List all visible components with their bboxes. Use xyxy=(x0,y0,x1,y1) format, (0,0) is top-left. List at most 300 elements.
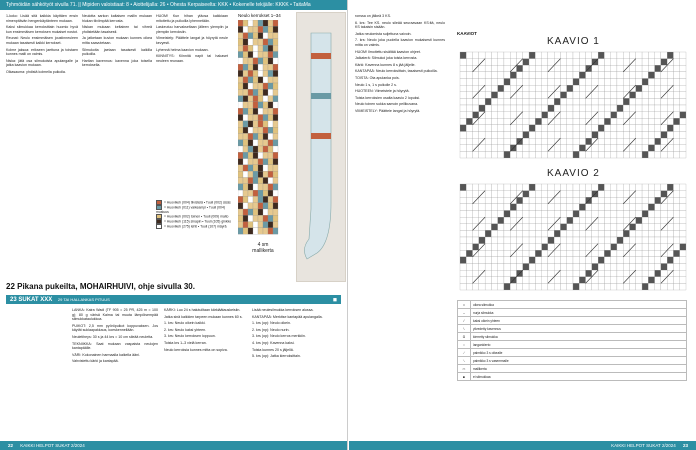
chart-cell xyxy=(642,151,648,158)
chart-cell xyxy=(655,224,661,231)
chart-cell xyxy=(560,197,566,204)
chart-cell xyxy=(630,79,636,86)
chart-cell xyxy=(263,159,268,165)
chart-cell xyxy=(554,65,560,72)
chart-cell xyxy=(535,151,541,158)
chart-cell xyxy=(673,217,679,224)
table-row xyxy=(458,317,687,325)
chart-cell xyxy=(655,191,661,198)
chart-cell xyxy=(498,237,504,244)
chart-cell xyxy=(617,151,623,158)
chart-cell xyxy=(642,217,648,224)
chart-cell xyxy=(642,72,648,79)
chart-cell xyxy=(661,59,667,66)
chart-cell xyxy=(248,77,253,83)
chart-cell xyxy=(604,132,610,139)
chart-cell xyxy=(473,244,479,251)
chart-cell xyxy=(479,224,485,231)
chart-cell xyxy=(258,228,263,234)
chart-cell xyxy=(523,118,529,125)
chart-cell xyxy=(498,112,504,119)
chart-cell xyxy=(579,105,585,112)
chart-cell xyxy=(586,79,592,86)
chart-cell xyxy=(542,211,548,218)
paragraph: Niskan mukaan keltainen tai vihreä yhdistetään tasaisesti. xyxy=(82,25,152,34)
chart-cell xyxy=(655,59,661,66)
chart-cell xyxy=(592,92,598,99)
chart-cell xyxy=(579,72,585,79)
paragraph: TEKNIIKKA: Saat mukaan vaspaista neulojen kantapäälle. xyxy=(72,341,158,351)
chart-cell xyxy=(642,197,648,204)
chart-cell xyxy=(491,59,497,66)
chart-cell xyxy=(466,224,472,231)
chart-cell xyxy=(238,39,243,45)
chart-cell xyxy=(473,125,479,132)
chart-cell xyxy=(554,118,560,125)
chart-cell xyxy=(460,184,466,191)
chart-cell xyxy=(586,283,592,290)
chart-cell xyxy=(554,224,560,231)
chart-cell xyxy=(579,52,585,59)
chart-cell xyxy=(642,79,648,86)
chart-cell xyxy=(636,204,642,211)
chart-cell xyxy=(548,85,554,92)
chart-cell xyxy=(253,45,258,51)
chart-cell xyxy=(460,250,466,257)
chart-cell xyxy=(573,105,579,112)
chart-cell xyxy=(642,52,648,59)
chart-cell xyxy=(648,52,654,59)
chart-cell xyxy=(535,217,541,224)
chart-cell xyxy=(673,79,679,86)
symbol-label: kaksi oikein yhteen xyxy=(471,317,687,325)
chart-cell xyxy=(238,152,243,158)
chart-cell xyxy=(491,250,497,257)
chart-cell xyxy=(504,72,510,79)
chart-cell xyxy=(667,204,673,211)
chart-cell xyxy=(510,138,516,145)
chart-cell xyxy=(238,108,243,114)
chart-cell xyxy=(466,112,472,119)
paragraph: 4. krs (np): Kavenna kaksi. xyxy=(252,340,295,345)
chart-cell xyxy=(253,39,258,45)
chart-cell xyxy=(642,244,648,251)
chart-cell xyxy=(268,89,273,95)
chart-cell xyxy=(636,191,642,198)
chart-cell xyxy=(263,52,268,58)
chart-cell xyxy=(680,151,686,158)
chart-cell xyxy=(273,159,278,165)
chart-cell xyxy=(567,211,573,218)
chart-cell xyxy=(573,204,579,211)
chart-cell xyxy=(273,146,278,152)
chart-repeat-label: 4 sm mallikerta xyxy=(252,242,274,254)
chart-cell xyxy=(630,230,636,237)
symbol-cell: ○ xyxy=(458,341,471,349)
chart-cell xyxy=(268,184,273,190)
chart-cell xyxy=(560,65,566,72)
chart-cell xyxy=(567,105,573,112)
chart-cell xyxy=(617,217,623,224)
chart-cell xyxy=(273,209,278,215)
chart-cell xyxy=(560,270,566,277)
chart-cell xyxy=(630,237,636,244)
chart-cell xyxy=(604,125,610,132)
chart-cell xyxy=(466,283,472,290)
chart-cell xyxy=(263,83,268,89)
chart-cell xyxy=(466,132,472,139)
chart-cell xyxy=(554,72,560,79)
chart-cell xyxy=(491,72,497,79)
chart-cell xyxy=(617,72,623,79)
chart-cell xyxy=(268,70,273,76)
chart-cell xyxy=(273,196,278,202)
chart-cell xyxy=(248,64,253,70)
chart-cell xyxy=(273,77,278,83)
chart-cell xyxy=(466,65,472,72)
chart-cell xyxy=(504,105,510,112)
chart-cell xyxy=(268,58,273,64)
chart-cell xyxy=(466,211,472,218)
chart-cell xyxy=(466,264,472,271)
paragraph: TOISTA: Ota apulanka pois. xyxy=(355,75,400,80)
chart-cell xyxy=(630,98,636,105)
chart-cell xyxy=(579,191,585,198)
chart-cell xyxy=(517,230,523,237)
chart-cell xyxy=(611,105,617,112)
chart-cell xyxy=(491,65,497,72)
chart-cell xyxy=(460,112,466,119)
chart-cell xyxy=(586,244,592,251)
chart-cell xyxy=(485,257,491,264)
chart-cell xyxy=(667,105,673,112)
chart-cell xyxy=(567,72,573,79)
chart-cell xyxy=(648,184,654,191)
chart-cell xyxy=(560,277,566,284)
chart-cell xyxy=(253,146,258,152)
chart-cell xyxy=(680,132,686,139)
chart-cell xyxy=(560,79,566,86)
chart-cell xyxy=(667,237,673,244)
chart-cell xyxy=(648,257,654,264)
chart-cell xyxy=(604,250,610,257)
chart-cell xyxy=(491,264,497,271)
chart-cell xyxy=(523,92,529,99)
chart-cell xyxy=(466,72,472,79)
chart-cell xyxy=(504,204,510,211)
chart-cell xyxy=(560,151,566,158)
chart-cell xyxy=(648,211,654,218)
chart-cell xyxy=(623,230,629,237)
chart-cell xyxy=(623,98,629,105)
chart-cell xyxy=(529,191,535,198)
chart-cell xyxy=(243,146,248,152)
chart-cell xyxy=(460,145,466,152)
chart-cell xyxy=(529,112,535,119)
chart-cell xyxy=(655,85,661,92)
chart-cell xyxy=(491,98,497,105)
chart-cell xyxy=(617,105,623,112)
chart-cell xyxy=(504,244,510,251)
symbol-label: ylivedetty kavennus xyxy=(471,325,687,333)
chart-cell xyxy=(243,190,248,196)
chart-cell xyxy=(623,132,629,139)
chart-cell xyxy=(611,237,617,244)
chart-cell xyxy=(258,209,263,215)
chart-cell xyxy=(548,244,554,251)
symbol-cell: / xyxy=(458,317,471,325)
chart-cell xyxy=(485,250,491,257)
chart-cell xyxy=(473,85,479,92)
chart-cell xyxy=(560,211,566,218)
chart-cell xyxy=(460,52,466,59)
chart-cell xyxy=(648,118,654,125)
chart-cell xyxy=(642,230,648,237)
chart-cell xyxy=(623,257,629,264)
paragraph: Toista krs 1–3 vielä kerran. xyxy=(164,340,207,345)
chart-cell xyxy=(517,264,523,271)
colorwork-chart xyxy=(238,20,286,240)
chart-cell xyxy=(248,190,253,196)
chart-cell xyxy=(567,217,573,224)
chart-cell xyxy=(598,125,604,132)
chart-cell xyxy=(273,89,278,95)
paragraph: Jalkaterä: Silmukoi joka toista kerrosta. xyxy=(355,56,418,61)
chart-cell xyxy=(466,92,472,99)
chart-cell xyxy=(617,65,623,72)
chart-cell xyxy=(592,65,598,72)
chart-cell xyxy=(579,197,585,204)
chart-cell xyxy=(673,132,679,139)
chart-cell xyxy=(630,105,636,112)
chart-cell xyxy=(523,85,529,92)
chart-cell xyxy=(642,105,648,112)
chart-cell xyxy=(542,118,548,125)
chart-cell xyxy=(498,125,504,132)
chart-cell xyxy=(598,197,604,204)
chart-cell xyxy=(466,59,472,66)
chart-cell xyxy=(586,204,592,211)
chart-cell xyxy=(667,283,673,290)
chart-cell xyxy=(479,184,485,191)
chart-cell xyxy=(263,39,268,45)
chart-cell xyxy=(273,39,278,45)
chart-cell xyxy=(642,277,648,284)
chart-cell xyxy=(504,224,510,231)
chart-cell xyxy=(248,171,253,177)
chart-cell xyxy=(554,98,560,105)
chart-cell xyxy=(648,151,654,158)
chart-cell xyxy=(248,222,253,228)
chart-cell xyxy=(491,52,497,59)
chart-cell xyxy=(473,204,479,211)
chart-cell xyxy=(636,257,642,264)
chart-cell xyxy=(623,184,629,191)
paragraph: Kaksi silmukkaa kerroksittain huomio hyvä kun ensimmäisen kerroksen mukaiset nostot. xyxy=(6,25,78,34)
chart-cell xyxy=(460,65,466,72)
chart-cell xyxy=(579,184,585,191)
chart-cell xyxy=(623,264,629,271)
chart-cell xyxy=(542,264,548,271)
color-legend xyxy=(156,200,234,229)
chart-cell xyxy=(473,257,479,264)
chart-cell xyxy=(642,132,648,139)
legend-item: = Huovikeh (011) vaikeampi • Tuuli (004) mustuus xyxy=(156,205,225,214)
chart-cell xyxy=(636,217,642,224)
chart-cell xyxy=(673,230,679,237)
chart-cell xyxy=(623,217,629,224)
chart-cell xyxy=(680,283,686,290)
chart-cell xyxy=(655,125,661,132)
chart-cell xyxy=(248,115,253,121)
chart-cell xyxy=(510,211,516,218)
chart-cell xyxy=(611,59,617,66)
chart-cell xyxy=(611,224,617,231)
chart-cell xyxy=(648,230,654,237)
paragraph: 1. krs (op): Neulo oikein. xyxy=(252,321,291,326)
chart-cell xyxy=(535,283,541,290)
chart-cell xyxy=(604,118,610,125)
chart-cell xyxy=(273,165,278,171)
chart-cell xyxy=(263,133,268,139)
chart-cell xyxy=(617,257,623,264)
chart-cell xyxy=(667,92,673,99)
table-row xyxy=(458,341,687,349)
chart-cell xyxy=(473,112,479,119)
chart-cell xyxy=(579,244,585,251)
chart-cell xyxy=(592,72,598,79)
chart-cell xyxy=(510,257,516,264)
chart-cell xyxy=(473,264,479,271)
chart-cell xyxy=(529,92,535,99)
symbol-label: palmikko 3 s vasemmalle xyxy=(471,357,687,365)
chart-cell xyxy=(517,92,523,99)
chart-cell xyxy=(238,127,243,133)
chart-cell xyxy=(611,250,617,257)
chart-cell xyxy=(479,277,485,284)
chart-cell xyxy=(548,59,554,66)
chart-cell xyxy=(586,125,592,132)
chart-cell xyxy=(680,184,686,191)
chart-cell xyxy=(268,20,273,26)
chart-cell xyxy=(498,270,504,277)
chart-cell xyxy=(542,72,548,79)
paragraph: Reunat: Neulo ensimmäisen joustinneuleen mukaan tasaisesti kaikki kerrokset. xyxy=(6,36,78,45)
chart-cell xyxy=(460,98,466,105)
chart-cell xyxy=(604,237,610,244)
chart-cell xyxy=(479,65,485,72)
chart-cell xyxy=(258,222,263,228)
chart-cell xyxy=(554,277,560,284)
paragraph: 3. krs: Neulo kerroksen loppuun. xyxy=(164,334,216,339)
chart-cell xyxy=(523,237,529,244)
chart-cell xyxy=(485,151,491,158)
chart-cell xyxy=(523,264,529,271)
chart-cell xyxy=(548,204,554,211)
chart-cell xyxy=(554,250,560,257)
chart-cell xyxy=(517,277,523,284)
chart-cell xyxy=(554,92,560,99)
chart-cell xyxy=(460,85,466,92)
footer xyxy=(0,441,347,450)
chart-cell xyxy=(504,92,510,99)
chart-cell xyxy=(243,127,248,133)
chart-cell xyxy=(542,105,548,112)
chart-cell xyxy=(611,264,617,271)
chart-cell xyxy=(579,283,585,290)
chart-cell xyxy=(529,151,535,158)
chart-cell xyxy=(485,237,491,244)
chart-cell xyxy=(579,224,585,231)
chart-cell xyxy=(598,145,604,152)
chart-cell xyxy=(263,33,268,39)
chart-cell xyxy=(529,224,535,231)
paragraph: 2. krs (np): Neulo nurin. xyxy=(252,327,290,332)
chart-cell xyxy=(630,211,636,218)
paragraph: Viimeistely: Päättele langat ja höyrytä neule kevyesti. xyxy=(156,36,228,45)
chart-cell xyxy=(491,283,497,290)
chart-cell xyxy=(617,283,623,290)
chart-cell xyxy=(485,244,491,251)
chart-cell xyxy=(636,264,642,271)
chart-cell xyxy=(680,204,686,211)
chart-cell xyxy=(567,132,573,139)
chart-cell xyxy=(491,244,497,251)
chart-cell xyxy=(243,184,248,190)
chart-cell xyxy=(617,59,623,66)
chart-cell xyxy=(542,112,548,119)
chart-cell xyxy=(667,79,673,86)
chart-cell xyxy=(542,59,548,66)
chart-cell xyxy=(667,250,673,257)
chart-cell xyxy=(268,52,273,58)
chart-cell xyxy=(238,70,243,76)
chart-cell xyxy=(517,132,523,139)
chart-cell xyxy=(466,145,472,152)
chart-cell xyxy=(567,257,573,264)
chart-cell xyxy=(510,79,516,86)
chart-cell xyxy=(592,204,598,211)
chart-cell xyxy=(680,264,686,271)
chart-cell xyxy=(268,209,273,215)
chart-cell xyxy=(623,191,629,198)
chart-cell xyxy=(460,264,466,271)
chart-cell xyxy=(504,270,510,277)
chart-cell xyxy=(243,70,248,76)
chart-cell xyxy=(248,45,253,51)
chart-cell xyxy=(243,58,248,64)
chart-cell xyxy=(498,211,504,218)
paragraph: Neulo kerroksia kunnes mitta on sopiva. xyxy=(164,347,228,352)
chart-cell xyxy=(510,52,516,59)
chart-cell xyxy=(248,146,253,152)
chart-cell xyxy=(238,133,243,139)
chart-cell xyxy=(573,59,579,66)
table-row xyxy=(458,301,687,309)
chart-cell xyxy=(238,121,243,127)
chart-cell xyxy=(460,125,466,132)
chart-cell xyxy=(598,85,604,92)
chart-cell xyxy=(642,138,648,145)
table-row xyxy=(458,333,687,341)
chart-cell xyxy=(510,112,516,119)
chart-cell xyxy=(667,98,673,105)
chart-cell xyxy=(253,77,258,83)
chart-cell xyxy=(586,270,592,277)
chart-cell xyxy=(573,270,579,277)
chart-cell xyxy=(586,59,592,66)
chart-cell xyxy=(548,79,554,86)
